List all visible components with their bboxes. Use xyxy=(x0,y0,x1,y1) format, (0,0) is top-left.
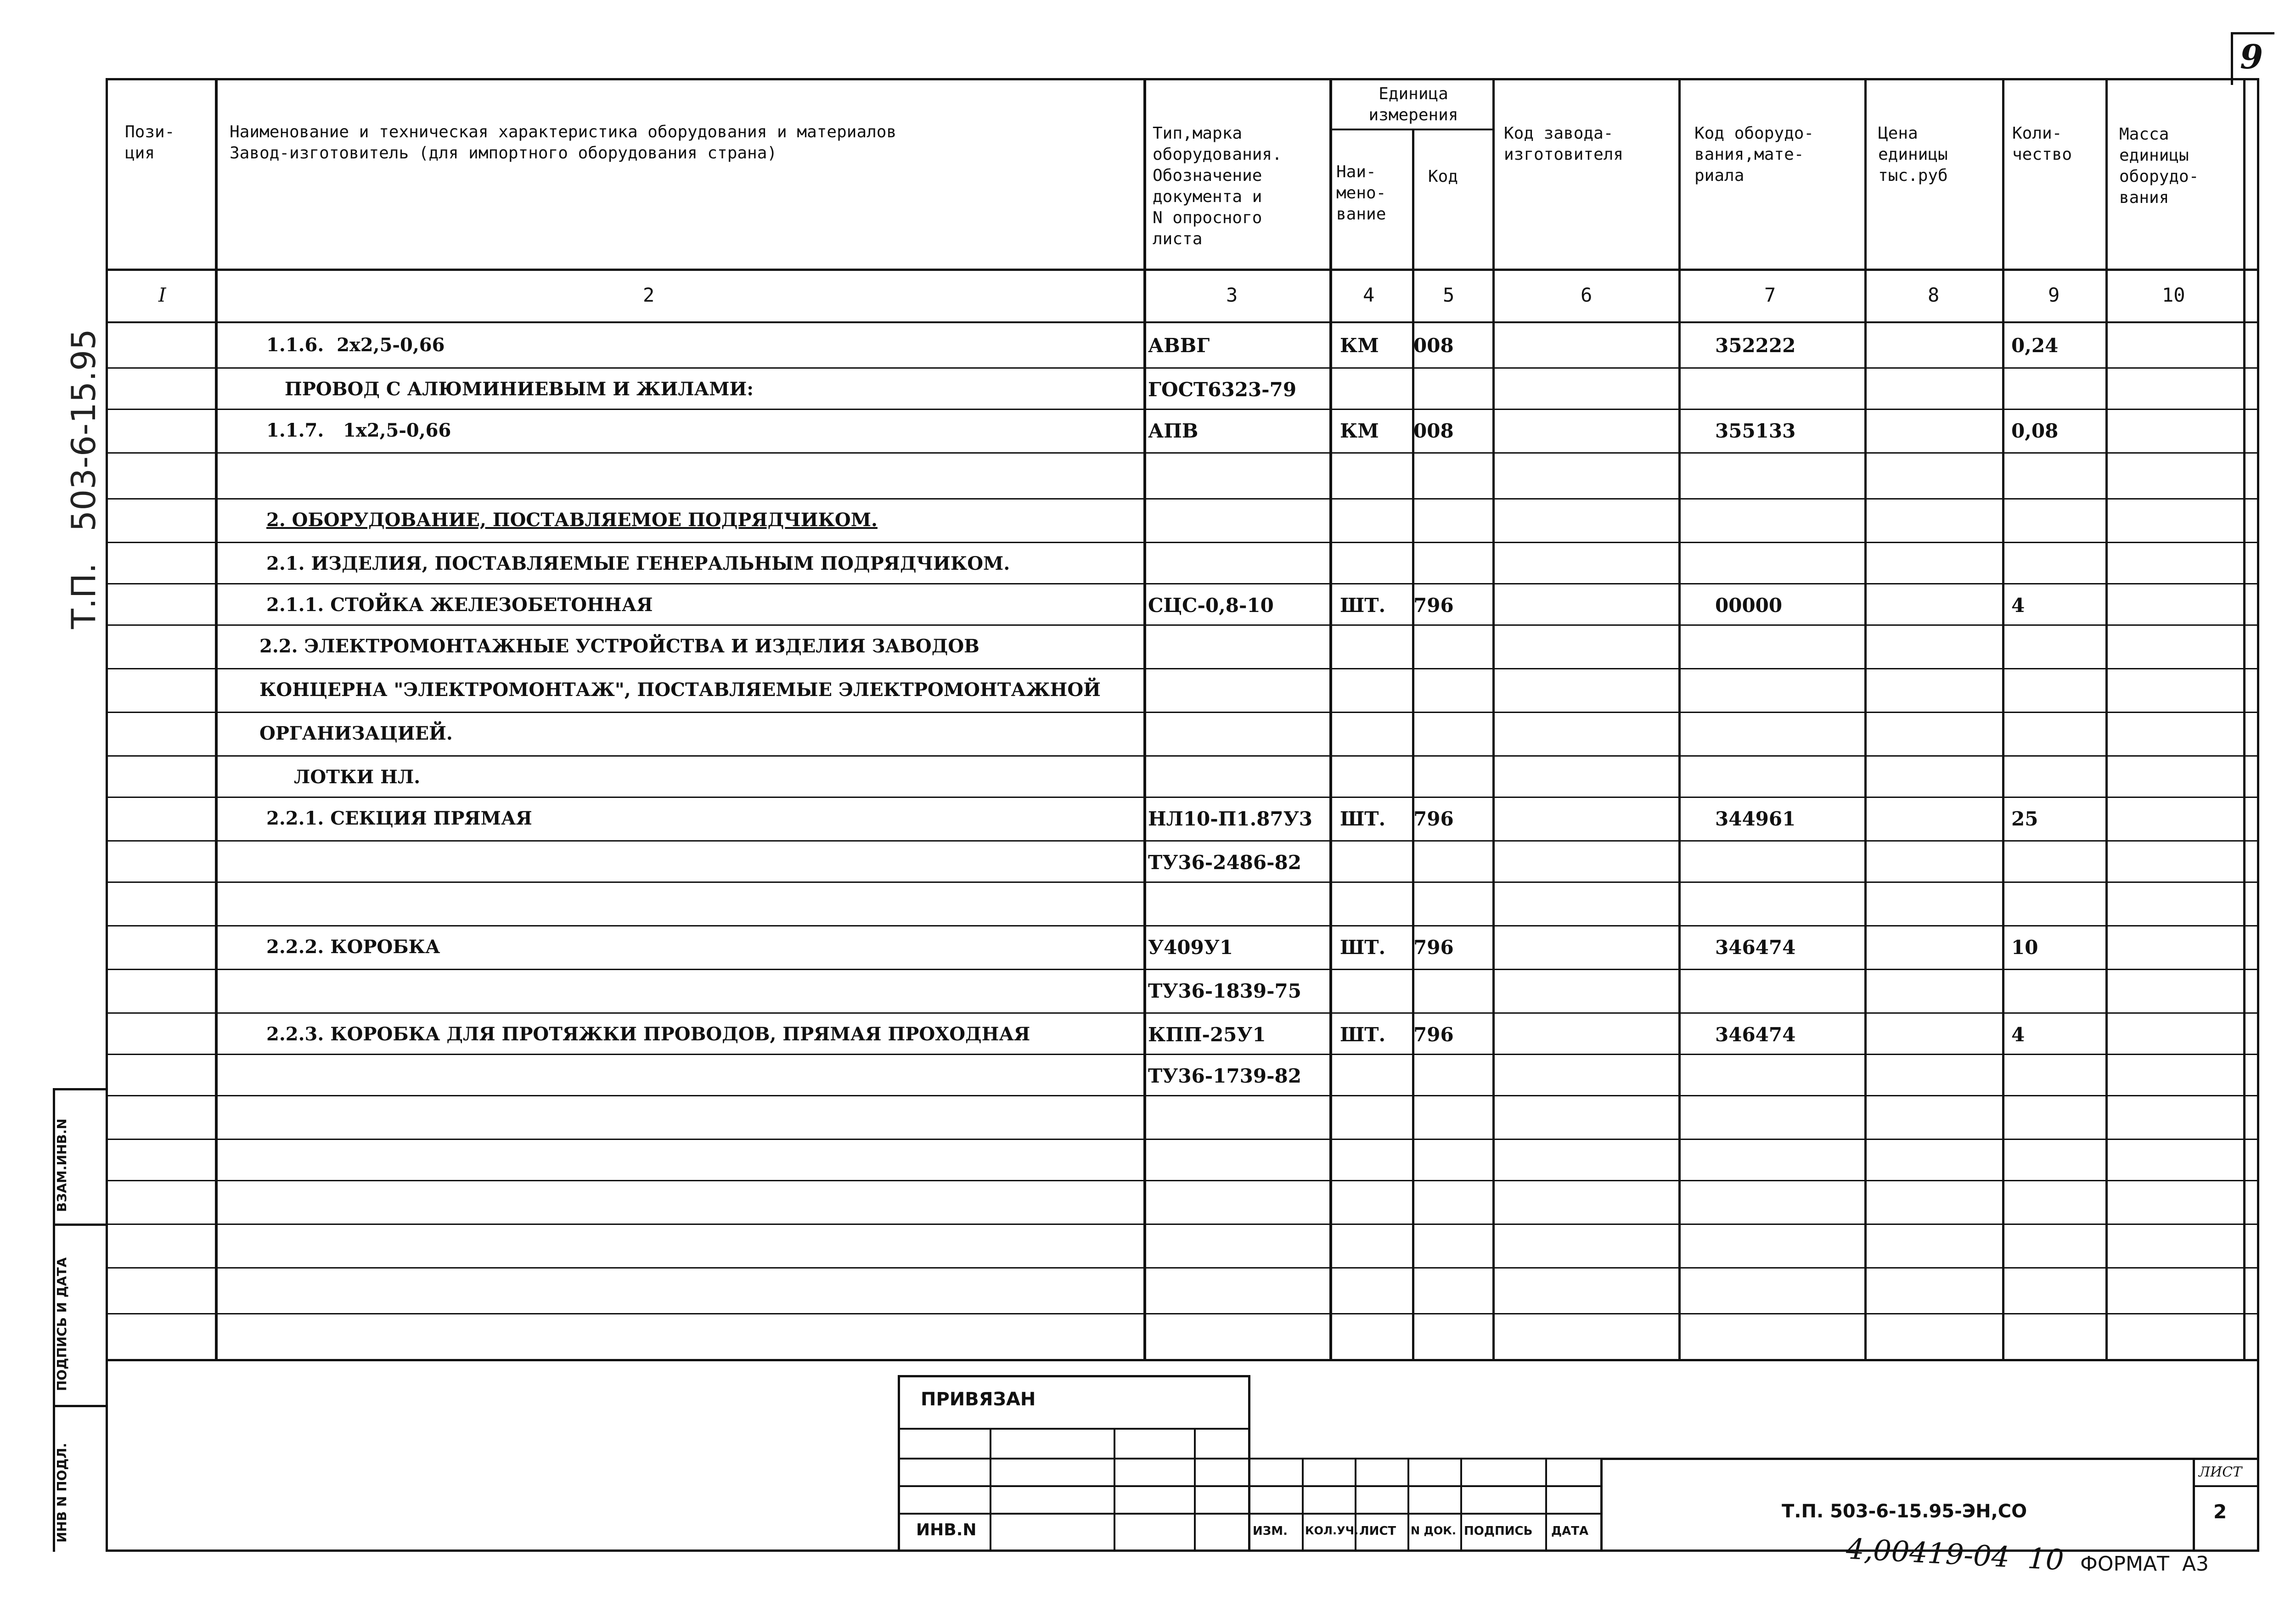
row-type: У409У1 xyxy=(1148,936,1233,959)
colnum-7: 7 xyxy=(1764,284,1776,306)
row-type: ГОСТ6323-79 xyxy=(1148,378,1297,401)
row-material-code: 344961 xyxy=(1715,808,1796,830)
tb-ndok: N ДОК. xyxy=(1411,1524,1456,1537)
header-unit-name: Наи- мено- вание xyxy=(1336,163,1386,224)
row-type: ТУ36-1839-75 xyxy=(1148,980,1301,1002)
header-material-code: Код оборудо- вания,мате- риала xyxy=(1694,124,1814,185)
privyazan-label: ПРИВЯЗАН xyxy=(921,1389,1036,1410)
tb-list: ЛИСТ xyxy=(1359,1524,1396,1538)
colnum-4: 4 xyxy=(1363,284,1375,306)
stamp-inv: ИНВ N ПОДЛ. xyxy=(54,1443,69,1543)
header-name: Наименование и техническая характеристика оборудования и материалов Завод-изготовитель (для импортного оборудования страна) xyxy=(230,123,897,163)
tb-data: ДАТА xyxy=(1551,1524,1589,1538)
row-name: 2.2.1. СЕКЦИЯ ПРЯМАЯ xyxy=(266,808,532,829)
handwritten-number: 4,00419-04 10 xyxy=(1845,1532,2065,1577)
format-label: ФОРМАТ А3 xyxy=(2080,1552,2209,1576)
row-type: НЛ10-П1.87У3 xyxy=(1148,808,1312,830)
colnum-2: 2 xyxy=(643,284,655,306)
header-position: Пози- ция xyxy=(125,123,175,163)
tb-podpis: ПОДПИСЬ xyxy=(1464,1524,1533,1538)
header-unit-code: Код xyxy=(1428,167,1458,186)
row-name: 1.1.7. 1x2,5-0,66 xyxy=(266,420,451,441)
page-number: 9 xyxy=(2240,37,2263,76)
row-unit-code: 796 xyxy=(1413,936,1454,959)
header-price: Цена единицы тыс.руб xyxy=(1878,124,1948,185)
colnum-6: 6 xyxy=(1581,284,1593,306)
row-material-code: 346474 xyxy=(1715,936,1796,959)
row-type: АПВ xyxy=(1148,420,1199,442)
sheet-label: ЛИСТ xyxy=(2199,1464,2242,1480)
row-type: ТУ36-2486-82 xyxy=(1148,851,1301,874)
sheet-number: 2 xyxy=(2213,1500,2227,1523)
row-unit-code: 008 xyxy=(1413,420,1454,442)
header-type: Тип,марка оборудования. Обозначение документа и N опросного листа xyxy=(1153,124,1282,248)
colnum-8: 8 xyxy=(1928,284,1940,306)
row-name: 2. ОБОРУДОВАНИЕ, ПОСТАВЛЯЕМОЕ ПОДРЯДЧИКОМ. xyxy=(266,509,878,531)
row-type: КПП-25У1 xyxy=(1148,1023,1266,1046)
row-unit-code: 796 xyxy=(1413,808,1454,830)
inv-label: ИНВ.N xyxy=(916,1521,977,1539)
row-name: 2.1.1. СТОЙКА ЖЕЛЕЗОБЕТОННАЯ xyxy=(266,594,653,616)
row-material-code: 00000 xyxy=(1715,594,1783,617)
row-unit: ШТ. xyxy=(1340,808,1386,830)
colnum-5: 5 xyxy=(1443,284,1455,306)
stamp-vzam: ВЗАМ.ИНВ.N xyxy=(54,1118,69,1212)
row-unit: ШТ. xyxy=(1340,1023,1386,1046)
stamp-signature: ПОДПИСЬ И ДАТА xyxy=(54,1257,69,1391)
row-material-code: 346474 xyxy=(1715,1023,1796,1046)
colnum-10: 10 xyxy=(2162,284,2185,306)
colnum-9: 9 xyxy=(2048,284,2060,306)
row-name: 2.1. ИЗДЕЛИЯ, ПОСТАВЛЯЕМЫЕ ГЕНЕРАЛЬНЫМ ПОДРЯДЧИКОМ. xyxy=(266,553,1010,574)
row-name: 2.2. ЭЛЕКТРОМОНТАЖНЫЕ УСТРОЙСТВА И ИЗДЕЛИЯ ЗАВОДОВ xyxy=(259,635,979,657)
row-unit: ШТ. xyxy=(1340,594,1386,617)
colnum-1: I xyxy=(158,284,166,306)
row-unit: ШТ. xyxy=(1340,936,1386,959)
side-label: Т.П. 503-6-15.95 xyxy=(64,329,103,629)
row-material-code: 352222 xyxy=(1715,334,1796,357)
row-name: 1.1.6. 2x2,5-0,66 xyxy=(266,334,445,356)
row-material-code: 355133 xyxy=(1715,420,1796,442)
row-unit-code: 796 xyxy=(1413,1023,1454,1046)
header-unit-group: Единица измерения xyxy=(1368,84,1458,124)
row-quantity: 10 xyxy=(2011,936,2038,959)
document-code: Т.П. 503-6-15.95-ЭН,СО xyxy=(1782,1501,2027,1522)
row-name: ОРГАНИЗАЦИЕЙ. xyxy=(259,723,453,744)
row-quantity: 0,24 xyxy=(2011,334,2059,357)
row-name: 2.2.3. КОРОБКА ДЛЯ ПРОТЯЖКИ ПРОВОДОВ, ПРЯМАЯ ПРОХОДНАЯ xyxy=(266,1023,1030,1045)
row-unit-code: 008 xyxy=(1413,334,1454,357)
header-factory-code: Код завода- изготовителя xyxy=(1504,124,1624,164)
row-name: ЛОТКИ НЛ. xyxy=(294,766,421,788)
row-unit: КМ xyxy=(1340,334,1379,357)
header-mass: Масса единицы оборудо- вания xyxy=(2119,125,2199,207)
row-type: СЦС-0,8-10 xyxy=(1148,594,1274,617)
row-quantity: 4 xyxy=(2011,594,2025,617)
row-quantity: 25 xyxy=(2011,808,2038,830)
row-unit: КМ xyxy=(1340,420,1379,442)
row-unit-code: 796 xyxy=(1413,594,1454,617)
row-name: 2.2.2. КОРОБКА xyxy=(266,936,440,958)
colnum-3: 3 xyxy=(1226,284,1238,306)
row-quantity: 4 xyxy=(2011,1023,2025,1046)
tb-kolich: КОЛ.УЧ. xyxy=(1305,1524,1359,1537)
tb-izm: ИЗМ. xyxy=(1253,1524,1288,1538)
row-type: АВВГ xyxy=(1148,334,1210,357)
row-name: ПРОВОД С АЛЮМИНИЕВЫМ И ЖИЛАМИ: xyxy=(285,378,754,400)
row-type: ТУ36-1739-82 xyxy=(1148,1065,1301,1087)
row-quantity: 0,08 xyxy=(2011,420,2059,442)
header-quantity: Коли- чество xyxy=(2012,124,2072,164)
row-name: КОНЦЕРНА "ЭЛЕКТРОМОНТАЖ", ПОСТАВЛЯЕМЫЕ ЭЛЕКТРОМОНТАЖНОЙ xyxy=(259,679,1101,701)
